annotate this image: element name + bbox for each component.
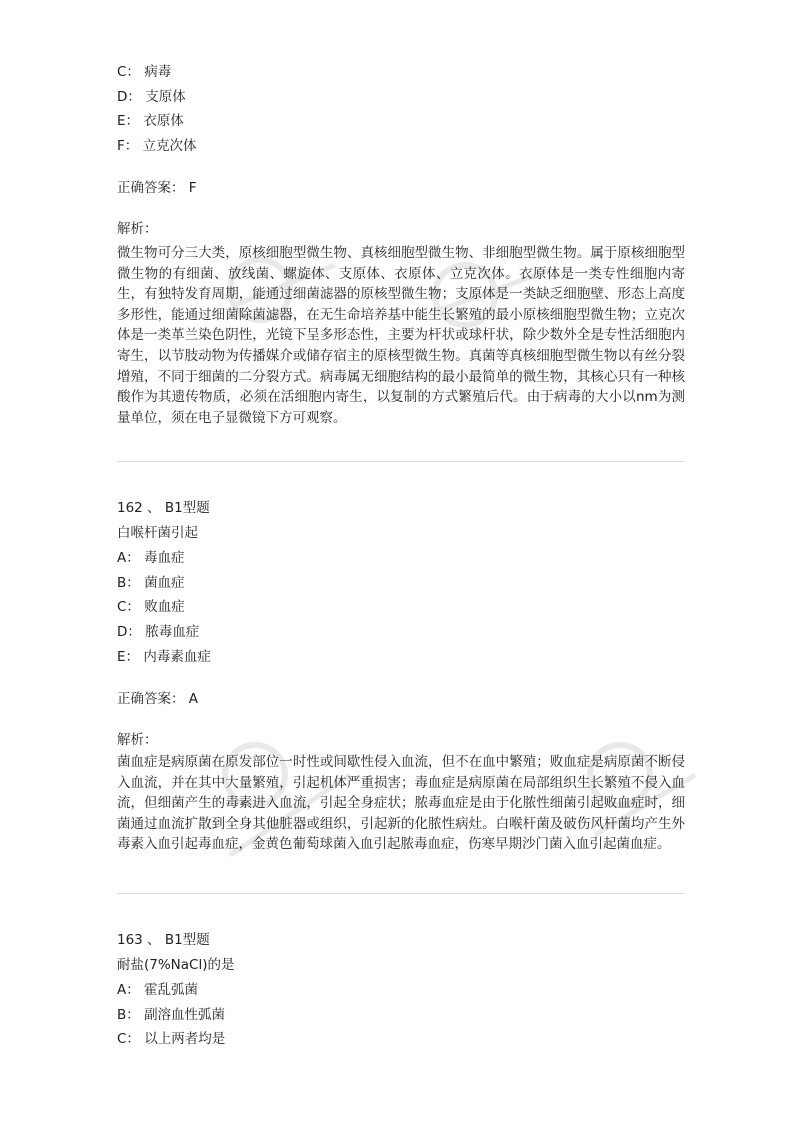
analysis-label: 解析： [117,221,158,237]
question-header: 163 、 B1型题 [117,932,210,948]
option-row: A： 毒血症 [117,550,185,566]
option-row: B： 副溶血性弧菌 [117,1007,226,1023]
question-header: 162 、 B1型题 [117,500,210,516]
correct-answer: 正确答案： A [117,691,199,707]
option-row: D： 脓毒血症 [117,624,200,640]
question-stem: 白喉杆菌引起 [117,525,198,541]
option-row: D： 支原体 [117,89,186,105]
option-row: B： 菌血症 [117,575,185,591]
option-row: E： 内毒素血症 [117,649,211,665]
divider [117,461,685,462]
option-row: A： 霍乱弧菌 [117,982,199,998]
question-stem: 耐盐(7%NaCl)的是 [117,957,235,973]
correct-answer: 正确答案： F [117,180,197,196]
analysis-label: 解析： [117,732,158,748]
option-row: F： 立克次体 [117,138,197,154]
option-row: C： 败血症 [117,599,185,615]
option-row: C： 病毒 [117,64,172,80]
option-row: E： 衣原体 [117,113,184,129]
analysis-text: 菌血症是病原菌在原发部位一时性或间歇性侵入血流，但不在血中繁殖；败血症是病原菌不断侵入血流，并在其中大量繁殖，引起机体严重损害；毒血症是病原菌在局部组织生长繁殖不侵入血流，但细菌产生的毒素进入血流，引起全身症状；脓毒血症是由于化脓性细菌引起败血症时，细菌通过血流扩散到全身其他脏器或组织，引起新的化脓性病灶。白喉杆菌及破伤风杆菌均产生外毒素入血引起毒血症，金黄色葡萄球菌入血引起脓毒血症，伤寒早期沙门菌入血引起菌血症。 [117,754,685,853]
analysis-text: 微生物可分三大类，原核细胞型微生物、真核细胞型微生物、非细胞型微生物。属于原核细胞型微生物的有细菌、放线菌、螺旋体、支原体、衣原体、立克次体。衣原体是一类专性细胞内寄生，有独特发育周期，能通过细菌滤器的原核型微生物；支原体是一类缺乏细胞壁、形态上高度多形性，能通过细菌除菌滤器，在无生命培养基中能生长繁殖的最小原核细胞型微生物；立克次体是一类革兰染色阴性，光镜下呈多形态性，主要为杆状或球杆状，除少数外全是专性活细胞内寄生，以节肢动物为传播媒介或储存宿主的原核型微生物。真菌等真核细胞型微生物以有丝分裂增殖，不同于细菌的二分裂方式。病毒属无细胞结构的最小最简单的微生物，其核心只有一种核酸作为其遗传物质，必须在活细胞内寄生，以复制的方式繁殖后代。由于病毒的大小以nm为测量单位，须在电子显微镜下方可观察。 [117,245,685,426]
option-row: C： 以上两者均是 [117,1031,226,1047]
divider [117,893,685,894]
